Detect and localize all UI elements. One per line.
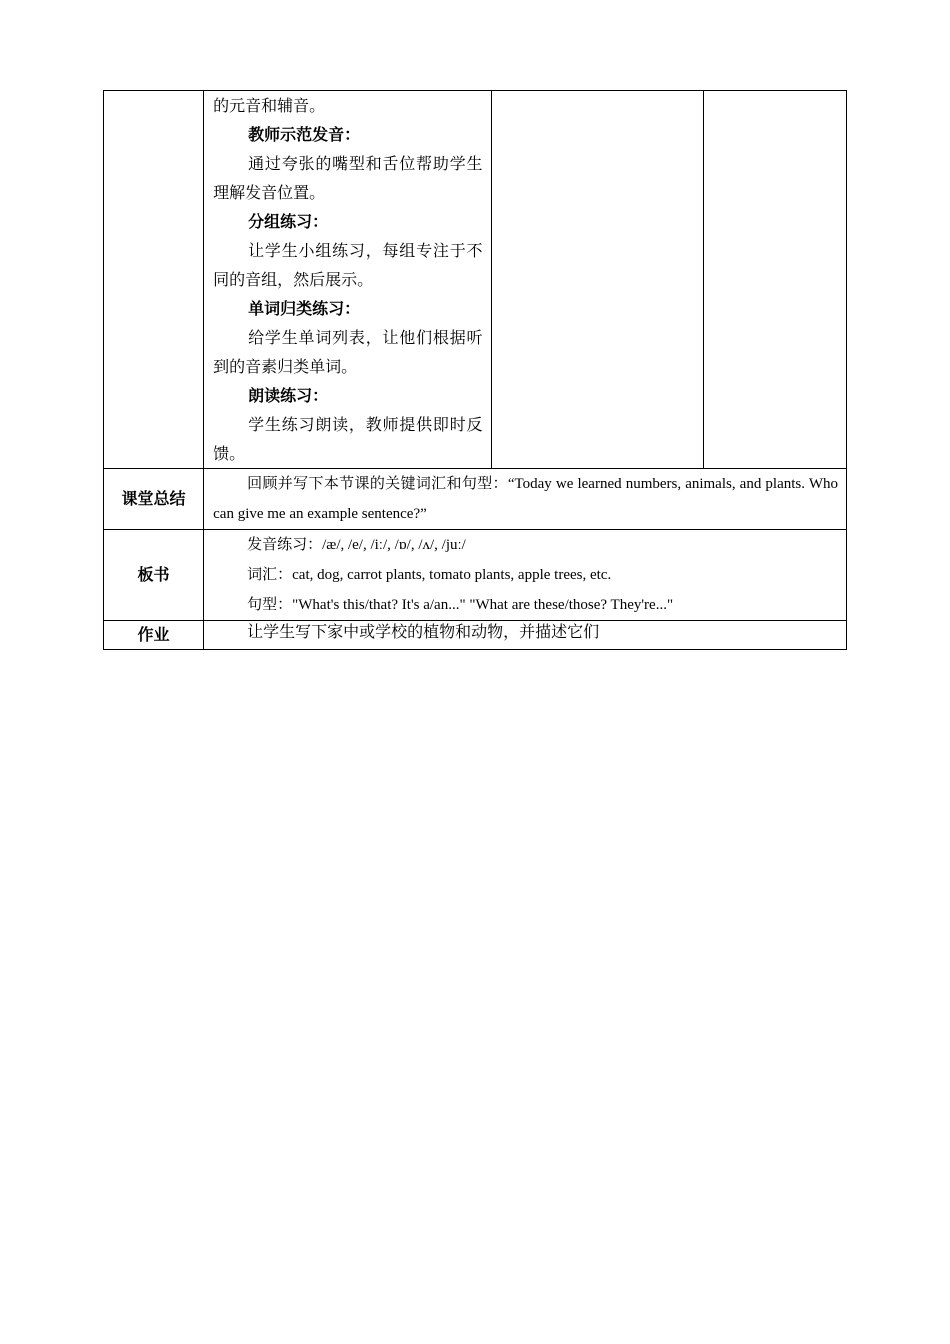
lesson-plan-table <box>103 90 847 650</box>
homework-row <box>104 621 847 650</box>
process-heading-classify: 单词归类练习： <box>248 299 361 318</box>
design-intent-cell <box>703 91 846 469</box>
board-line-content: /æ/, /e/, /iː/, /ɒ/, /ʌ/, /juː/ <box>322 537 466 553</box>
summary-quote: “Today we learned numbers, animals, and plants. Who can give me an example sentence?” <box>213 476 838 522</box>
homework-text: 让学生写下家中或学校的植物和动物，并描述它们 <box>247 622 600 641</box>
board-line <box>204 530 846 560</box>
summary-row <box>104 469 847 530</box>
board-row <box>104 530 847 621</box>
process-heading-reading: 朗读练习： <box>248 386 329 405</box>
board-line-content: cat, dog, carrot plants, tomato plants, apple trees, etc. <box>292 567 612 583</box>
student-activity-cell <box>491 91 703 469</box>
board-line-content: "What's this/that? It's a/an..." "What are these/those? They're..." <box>292 597 674 613</box>
process-heading-demo: 教师示范发音： <box>248 125 361 144</box>
summary-prefix: 回顾并写下本节课的关键词汇和句型： <box>247 474 508 492</box>
process-line: 通过夸张的嘴型和舌位帮助学生理解发音位置。 <box>213 154 483 202</box>
process-heading-group: 分组练习： <box>248 212 329 231</box>
homework-content-cell <box>204 621 847 650</box>
board-line-prefix: 发音练习： <box>247 535 323 553</box>
process-line: 让学生小组练习，每组专注于不同的音组，然后展示。 <box>213 241 483 289</box>
homework-label: 作业 <box>104 621 204 650</box>
process-content-cell <box>204 91 491 469</box>
summary-content-cell <box>204 469 847 530</box>
process-line: 学生练习朗读，教师提供即时反馈。 <box>213 415 483 463</box>
process-line: 给学生单词列表，让他们根据听到的音素归类单词。 <box>213 328 483 376</box>
process-row <box>104 91 847 469</box>
summary-label: 课堂总结 <box>104 469 204 530</box>
board-label: 板书 <box>104 530 204 621</box>
board-line-prefix: 词汇： <box>247 565 293 583</box>
board-line-prefix: 句型： <box>247 595 293 613</box>
board-line <box>204 560 846 590</box>
process-label-cell <box>104 91 204 469</box>
board-line <box>204 590 846 620</box>
summary-text <box>204 469 846 529</box>
board-content-cell <box>204 530 847 621</box>
process-line: 的元音和辅音。 <box>213 96 326 115</box>
